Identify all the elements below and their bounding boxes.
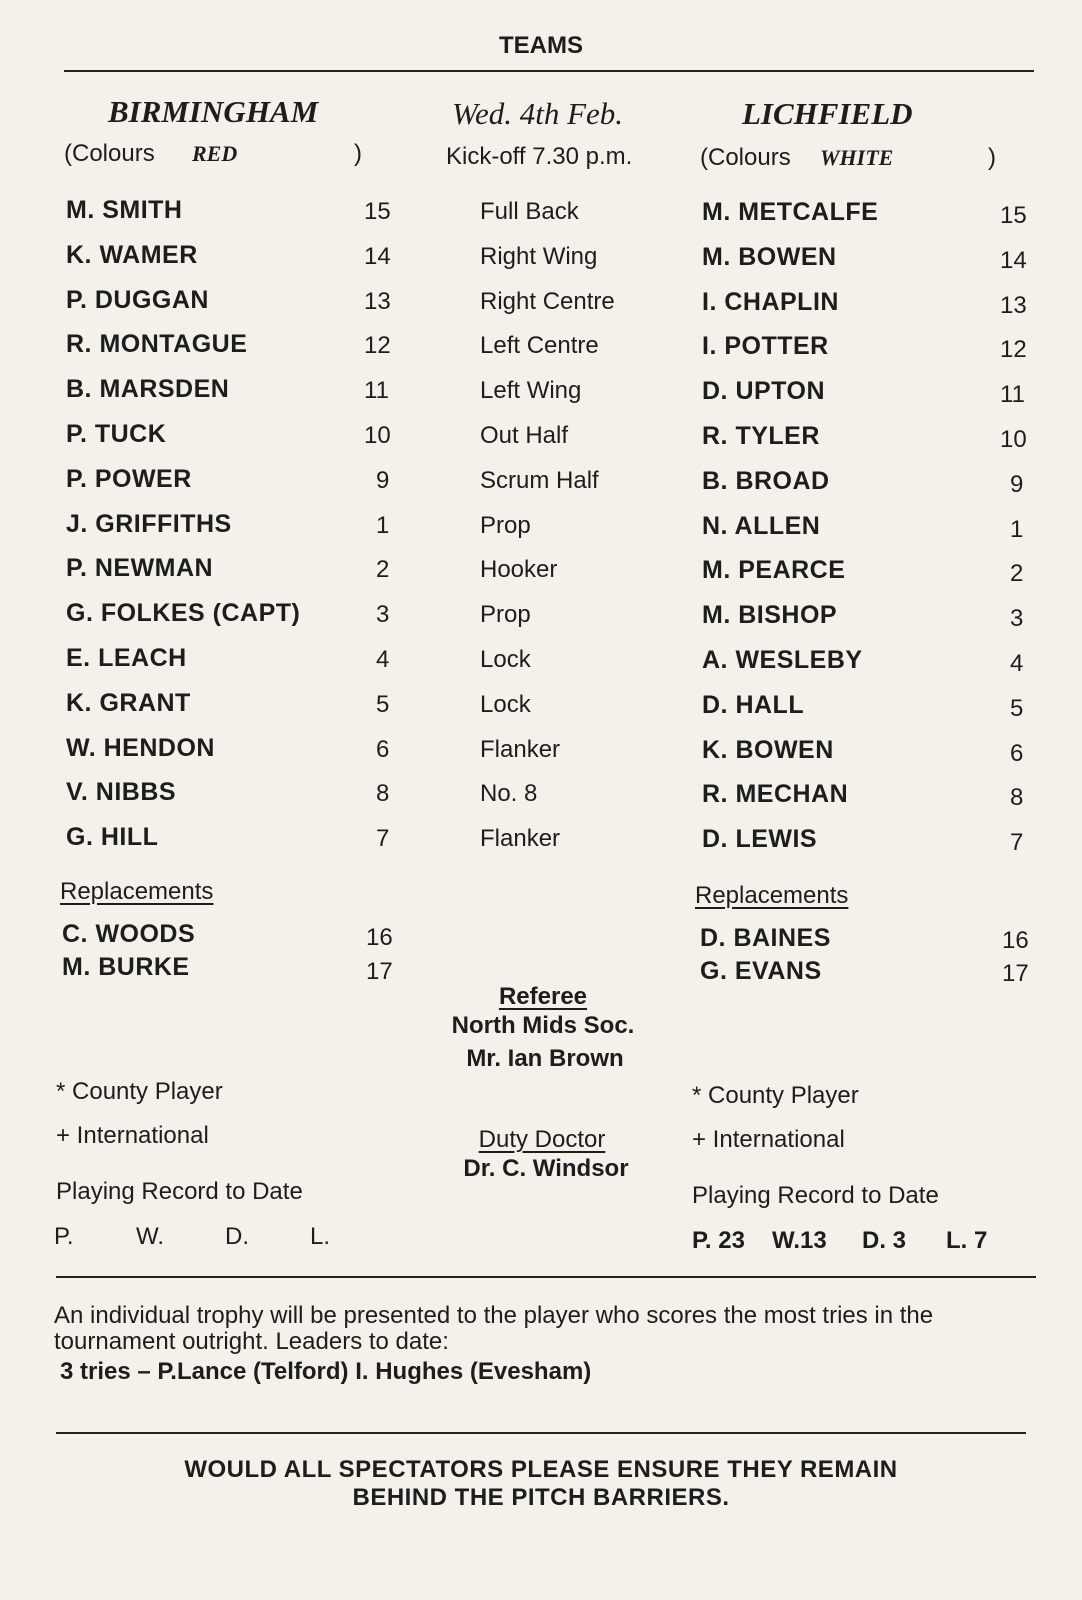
away-player-name: R. TYLER xyxy=(702,422,820,450)
doctor-name: Dr. C. Windsor xyxy=(463,1155,629,1182)
position-label: Right Centre xyxy=(480,287,615,315)
home-colour: RED xyxy=(192,141,238,166)
spectator-notice-line2: BEHIND THE PITCH BARRIERS. xyxy=(352,1484,730,1511)
home-player-number: 2 xyxy=(376,556,390,584)
trophy-text-line2: tournament outright. Leaders to date: xyxy=(54,1328,449,1355)
away-player-name: D. UPTON xyxy=(702,377,825,406)
home-player-name: V. NIBBS xyxy=(66,778,177,807)
home-player-name: P. POWER xyxy=(66,464,192,493)
home-player-number: 3 xyxy=(376,601,390,629)
position-label: Prop xyxy=(480,601,531,629)
away-player-number: 5 xyxy=(1010,694,1024,722)
home-player-name: B. MARSDEN xyxy=(66,375,230,404)
doctor-label: Duty Doctor xyxy=(478,1126,606,1153)
away-player-name: K. BOWEN xyxy=(702,735,834,764)
away-replacements-label: Replacements xyxy=(695,882,849,909)
home-replacements-label: Replacements xyxy=(60,878,214,905)
header-divider xyxy=(64,70,1034,72)
position-label: Flanker xyxy=(480,825,561,853)
position-label: Lock xyxy=(480,690,531,718)
away-player-name: M. PEARCE xyxy=(702,556,846,585)
position-label: Lock xyxy=(480,646,531,673)
home-player-name: K. WAMER xyxy=(66,240,198,269)
position-label: Out Half xyxy=(480,422,569,449)
away-player-number: 8 xyxy=(1010,784,1024,812)
away-colours-suffix: ) xyxy=(988,144,996,171)
home-player-number: 12 xyxy=(364,332,391,360)
home-player-name: P. DUGGAN xyxy=(66,285,209,314)
away-replacement-number: 17 xyxy=(1002,960,1029,987)
match-date: Wed. 4th Feb. xyxy=(452,96,624,131)
away-replacement-number: 16 xyxy=(1002,927,1029,954)
away-record-lost: L. 7 xyxy=(946,1227,988,1254)
home-player-name: G. FOLKES (CAPT) xyxy=(66,599,301,628)
position-label: Hooker xyxy=(480,556,558,584)
home-player-number: 15 xyxy=(364,198,391,225)
away-colour: WHITE xyxy=(820,145,894,170)
position-label: Flanker xyxy=(480,735,561,763)
kickoff-time: Kick-off 7.30 p.m. xyxy=(446,143,633,170)
home-colours-suffix: ) xyxy=(354,140,362,167)
position-label: Right Wing xyxy=(480,242,598,270)
away-team-name: LICHFIELD xyxy=(742,96,913,131)
away-record-label: Playing Record to Date xyxy=(692,1182,939,1209)
away-player-number: 2 xyxy=(1010,560,1024,588)
home-player-name: W. HENDON xyxy=(66,733,215,762)
home-player-name: J. GRIFFITHS xyxy=(66,509,232,538)
home-team-name: BIRMINGHAM xyxy=(108,94,319,129)
referee-name: Mr. Ian Brown xyxy=(466,1045,624,1072)
away-player-name: D. LEWIS xyxy=(702,825,818,854)
away-replacement-name: D. BAINES xyxy=(700,924,831,952)
away-player-number: 13 xyxy=(1000,291,1027,319)
away-player-number: 11 xyxy=(1000,381,1025,409)
home-player-name: P. TUCK xyxy=(66,420,167,448)
position-label: Prop xyxy=(480,511,531,539)
home-international-note: + International xyxy=(56,1122,209,1149)
position-label: Full Back xyxy=(480,198,579,225)
home-player-name: R. MONTAGUE xyxy=(66,330,248,359)
away-player-name: M. BOWEN xyxy=(702,242,837,271)
home-player-name: G. HILL xyxy=(66,823,159,852)
away-international-note: + International xyxy=(692,1126,845,1153)
home-player-name: M. SMITH xyxy=(66,196,183,224)
away-replacement-name: G. EVANS xyxy=(700,957,822,985)
home-replacement-number: 17 xyxy=(366,958,393,985)
try-leaders: 3 tries – P.Lance (Telford) I. Hughes (Evesham) xyxy=(60,1358,592,1385)
away-player-number: 15 xyxy=(1000,202,1027,229)
footer-divider-bottom xyxy=(56,1432,1026,1434)
home-colours-prefix: (Colours xyxy=(64,140,155,167)
away-player-name: M. BISHOP xyxy=(702,601,838,630)
home-player-number: 9 xyxy=(376,466,390,494)
home-record-lost: L. xyxy=(310,1223,331,1250)
home-record-drawn: D. xyxy=(225,1223,249,1250)
away-player-name: D. HALL xyxy=(702,690,805,719)
home-county-note: * County Player xyxy=(56,1078,223,1105)
footer-divider-top xyxy=(56,1276,1036,1278)
home-record-played: P. xyxy=(54,1223,74,1250)
away-player-name: N. ALLEN xyxy=(702,511,821,540)
referee-label: Referee xyxy=(498,983,588,1010)
position-label: No. 8 xyxy=(480,780,538,808)
away-player-name: I. CHAPLIN xyxy=(702,287,839,316)
home-player-name: P. NEWMAN xyxy=(66,554,214,583)
home-replacement-number: 16 xyxy=(366,924,393,951)
home-record-label: Playing Record to Date xyxy=(56,1178,303,1205)
home-player-number: 4 xyxy=(376,646,390,673)
home-player-name: E. LEACH xyxy=(66,644,187,672)
position-label: Scrum Half xyxy=(480,466,599,494)
away-record-drawn: D. 3 xyxy=(862,1227,907,1254)
away-player-number: 3 xyxy=(1010,605,1024,633)
home-replacement-name: C. WOODS xyxy=(62,920,196,948)
away-player-number: 6 xyxy=(1010,739,1024,767)
referee-society: North Mids Soc. xyxy=(451,1012,635,1039)
page-title: TEAMS xyxy=(499,32,583,59)
home-player-number: 14 xyxy=(364,242,391,270)
away-player-number: 9 xyxy=(1010,470,1024,498)
away-player-name: B. BROAD xyxy=(702,466,830,495)
home-player-number: 5 xyxy=(376,690,390,718)
position-label: Left Wing xyxy=(480,377,582,405)
away-player-number: 1 xyxy=(1010,515,1024,543)
home-player-number: 10 xyxy=(364,422,391,449)
away-player-number: 4 xyxy=(1010,650,1024,677)
home-player-number: 13 xyxy=(364,287,391,315)
trophy-text-line1: An individual trophy will be presented to the player who scores the most tries in the xyxy=(54,1302,934,1329)
home-player-number: 7 xyxy=(376,825,390,853)
away-player-number: 12 xyxy=(1000,336,1027,364)
home-player-number: 1 xyxy=(376,511,390,539)
away-player-name: M. METCALFE xyxy=(702,198,879,226)
home-player-name: K. GRANT xyxy=(66,688,191,717)
position-label: Left Centre xyxy=(480,332,599,360)
away-player-number: 7 xyxy=(1010,829,1024,857)
away-player-name: I. POTTER xyxy=(702,332,829,361)
away-player-number: 10 xyxy=(1000,426,1027,453)
home-player-number: 11 xyxy=(364,377,389,405)
away-player-number: 14 xyxy=(1000,246,1027,274)
home-player-number: 6 xyxy=(376,735,390,763)
away-colours-prefix: (Colours xyxy=(700,144,791,171)
away-player-name: A. WESLEBY xyxy=(702,646,863,674)
away-record-played: P. 23 xyxy=(692,1227,745,1254)
away-player-name: R. MECHAN xyxy=(702,780,849,809)
home-player-number: 8 xyxy=(376,780,390,808)
away-record-won: W.13 xyxy=(772,1227,827,1254)
away-county-note: * County Player xyxy=(692,1082,859,1109)
spectator-notice-line1: WOULD ALL SPECTATORS PLEASE ENSURE THEY REMAIN xyxy=(184,1456,898,1483)
home-record-won: W. xyxy=(136,1223,164,1250)
home-replacement-name: M. BURKE xyxy=(62,953,190,981)
